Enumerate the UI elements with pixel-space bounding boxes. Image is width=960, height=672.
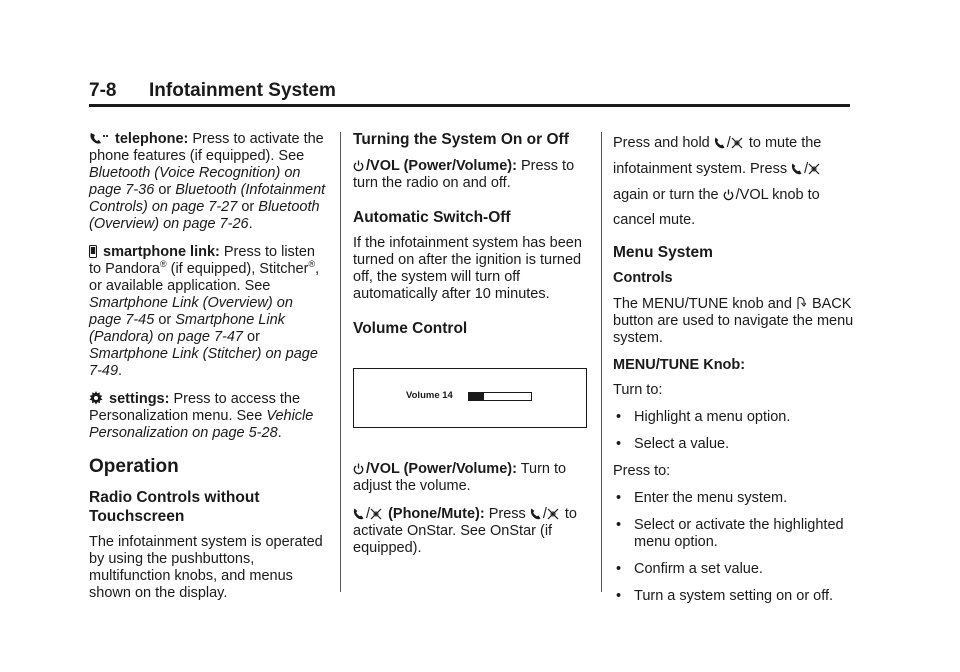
- telephone-paragraph: [89, 130, 329, 233]
- phone-icon: [353, 505, 364, 522]
- smartphone-text: (if equipped), Stitcher: [166, 261, 309, 277]
- menu-tune-knob-heading: MENU/TUNE Knob:: [613, 357, 746, 373]
- list-item: • Confirm a set value.: [613, 561, 857, 578]
- mute-icon: [731, 130, 743, 155]
- auto-switch-off-text: If the infotainment system has been turned on after the ignition is turned off, the system will turn off automatically after 10 minutes.: [353, 235, 582, 302]
- mute-text: again or turn the: [613, 187, 723, 203]
- smartphone-icon: [89, 243, 97, 260]
- telephone-label: telephone:: [115, 131, 189, 147]
- press-to-list: [613, 490, 857, 605]
- smartphone-paragraph: [89, 243, 329, 380]
- smartphone-label: smartphone link:: [103, 244, 220, 260]
- mute-text: /VOL knob to cancel mute.: [613, 187, 820, 228]
- registered-mark: ®: [159, 259, 167, 270]
- power-volume-text: Press to turn the radio on and off.: [353, 158, 575, 191]
- column-3: [613, 130, 857, 615]
- slash: /: [366, 506, 371, 522]
- radio-controls-heading: Radio Controls without Touchscreen: [89, 489, 260, 525]
- or-text: or: [154, 182, 176, 198]
- period: .: [118, 363, 123, 379]
- link-smartphone-pandora[interactable]: Smartphone Link (Pandora) on page 7-47: [89, 312, 285, 345]
- mute-icon: [547, 505, 559, 522]
- list-item: • Select a value.: [613, 436, 857, 453]
- column-2: [353, 130, 589, 567]
- controls-text-part: The MENU/TUNE knob and: [613, 296, 796, 312]
- smartphone-text: , or available application. See: [89, 261, 320, 294]
- section-title: Infotainment System: [149, 80, 336, 101]
- or-text: or: [154, 312, 176, 328]
- mute-text: Press and hold: [613, 135, 714, 151]
- phone-mute-text: to activate OnStar. See OnStar (if equipped).: [353, 506, 577, 556]
- phone-icon: [714, 130, 725, 155]
- back-arrow-icon: [796, 295, 806, 312]
- settings-paragraph: [89, 390, 329, 442]
- smartphone-text: Press to listen to Pandora: [89, 244, 315, 277]
- controls-text: [613, 295, 857, 347]
- power-icon: [353, 460, 364, 477]
- mute-icon: [808, 156, 820, 181]
- page-header: [89, 78, 850, 107]
- link-vehicle-personalization[interactable]: Vehicle Personalization on page 5-28: [89, 408, 314, 441]
- volume-bar: [468, 392, 532, 401]
- operation-heading: Operation: [89, 456, 179, 477]
- menu-system-heading: Menu System: [613, 244, 713, 261]
- controls-text-part: BACK button are used to navigate the menu system.: [613, 296, 854, 346]
- link-bluetooth-overview[interactable]: Bluetooth (Overview) on page 7-26: [89, 199, 320, 232]
- mute-paragraph: [613, 130, 857, 233]
- radio-controls-text: The infotainment system is operated by using the pushbuttons, multifunction knobs, and menus shown on the display.: [89, 534, 323, 601]
- phone-mute-paragraph: [353, 505, 589, 557]
- volume-bar-fill: [469, 393, 484, 400]
- column-divider-1: [340, 132, 341, 592]
- section-number: 7-8: [89, 80, 117, 101]
- list-item: • Turn a system setting on or off.: [613, 588, 857, 605]
- auto-switch-off-heading: Automatic Switch-Off: [353, 209, 511, 226]
- gear-icon: [89, 390, 103, 407]
- power-volume-paragraph: [353, 157, 589, 192]
- volume-control-heading: Volume Control: [353, 320, 468, 337]
- list-item: • Highlight a menu option.: [613, 409, 857, 426]
- mute-icon: [370, 505, 382, 522]
- press-word: Press: [484, 506, 530, 522]
- voice-phone-icon: [89, 130, 109, 147]
- volume-display-illustration: [353, 368, 587, 428]
- list-item: • Select or activate the highlighted menu option.: [613, 517, 857, 551]
- turn-to-text: Turn to:: [613, 382, 663, 398]
- link-bluetooth-voice[interactable]: Bluetooth (Voice Recognition) on page 7-36: [89, 165, 301, 198]
- list-item: • Enter the menu system.: [613, 490, 857, 507]
- column-divider-2: [601, 132, 602, 592]
- slash: /: [726, 135, 731, 151]
- registered-mark: ®: [308, 259, 316, 270]
- or-text: or: [242, 329, 260, 345]
- controls-heading: Controls: [613, 270, 673, 286]
- settings-label: settings:: [109, 391, 170, 407]
- turn-to-list: [613, 409, 857, 453]
- slash: /: [804, 161, 809, 177]
- power-volume-label: /VOL (Power/Volume):: [366, 158, 517, 174]
- turning-system-heading: Turning the System On or Off: [353, 131, 569, 148]
- slash: /: [542, 506, 547, 522]
- column-1: [89, 130, 329, 612]
- period: .: [277, 425, 282, 441]
- power-icon: [723, 182, 734, 207]
- phone-icon: [791, 156, 802, 181]
- power-icon: [353, 157, 364, 174]
- link-smartphone-overview[interactable]: Smartphone Link (Overview) on page 7-45: [89, 295, 293, 328]
- or-text: or: [237, 199, 259, 215]
- press-to-text: Press to:: [613, 463, 671, 479]
- mute-text: to mute the infotainment system. Press: [613, 135, 822, 177]
- link-bluetooth-controls[interactable]: Bluetooth (Infotainment Controls) on page 7-27: [89, 182, 326, 215]
- volume-adjust-text: Turn to adjust the volume.: [353, 461, 567, 494]
- period: .: [248, 216, 253, 232]
- telephone-text: Press to activate the phone features (if equipped). See: [89, 131, 324, 164]
- settings-text: Press to access the Personalization menu. See: [89, 391, 301, 424]
- volume-display-text: Volume 14: [406, 390, 453, 401]
- power-volume-label: /VOL (Power/Volume):: [366, 461, 517, 477]
- link-smartphone-stitcher[interactable]: Smartphone Link (Stitcher) on page 7-49: [89, 346, 318, 379]
- volume-adjust-paragraph: [353, 460, 589, 495]
- phone-icon: [530, 505, 541, 522]
- phone-mute-label: (Phone/Mute):: [388, 506, 485, 522]
